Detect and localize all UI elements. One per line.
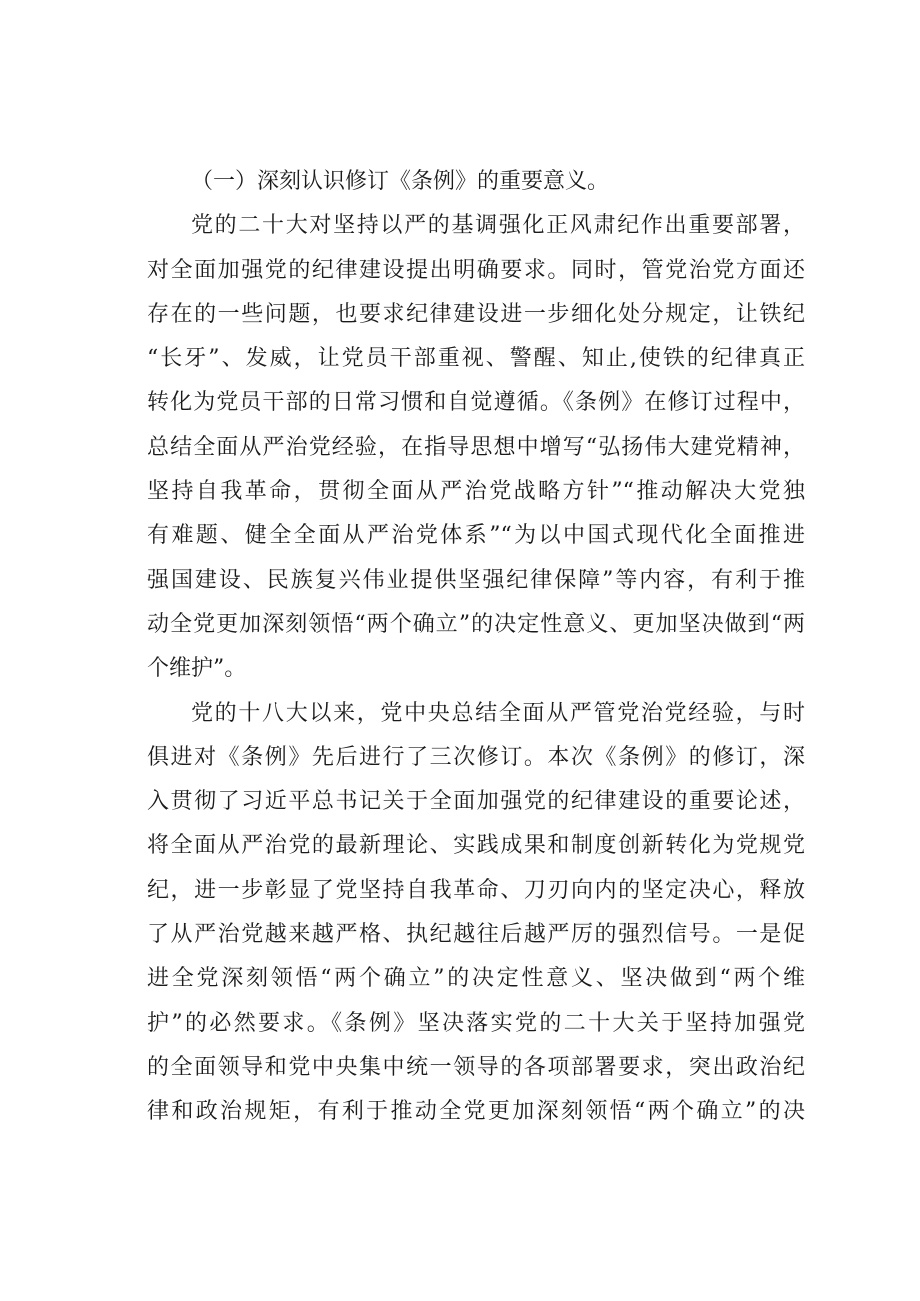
paragraph-line: 对全面加强党的纪律建设提出明确要求。同时，管党治党方面还 (147, 257, 805, 283)
paragraph-line: 有难题、健全全面从严治党体系”“为以中国式现代化全面推进 (147, 523, 805, 549)
paragraph-line: 强国建设、民族复兴伟业提供坚强纪律保障”等内容，有利于推 (147, 567, 805, 593)
document-body (147, 160, 805, 1135)
paragraph-line: 总结全面从严治党经验，在指导思想中增写“弘扬伟大建党精神， (147, 434, 805, 460)
paragraph-line: 护”的必然要求。《条例》坚决落实党的二十大关于坚持加强党 (147, 1010, 805, 1036)
paragraph-line: 存在的一些问题，也要求纪律建设进一步细化处分规定，让铁纪 (147, 301, 805, 327)
paragraph-line: 党的二十大对坚持以严的基调强化正风肃纪作出重要部署， (191, 213, 805, 239)
paragraph-line: 党的十八大以来，党中央总结全面从严管党治党经验，与时 (191, 700, 805, 726)
paragraph-line: 进全党深刻领悟“两个确立”的决定性意义、坚决做到“两个维 (147, 966, 805, 992)
paragraph-line: 的全面领导和党中央集中统一领导的各项部署要求，突出政治纪 (147, 1054, 805, 1080)
paragraph-line: 纪，进一步彰显了党坚持自我革命、刀刃向内的坚定决心，释放 (147, 877, 805, 903)
paragraph-line: 转化为党员干部的日常习惯和自觉遵循。《条例》在修订过程中， (147, 390, 805, 416)
paragraph-line: 个维护”。 (147, 656, 247, 682)
section-heading: （一）深刻认识修订《条例》的重要意义。 (191, 169, 610, 194)
paragraph-line: 入贯彻了习近平总书记关于全面加强党的纪律建设的重要论述， (147, 789, 805, 815)
paragraph-line: 坚持自我革命，贯彻全面从严治党战略方针”“推动解决大党独 (147, 479, 805, 505)
paragraph-line: 俱进对《条例》先后进行了三次修订。本次《条例》的修订，深 (147, 744, 805, 770)
paragraph-line: 律和政治规矩，有利于推动全党更加深刻领悟“两个确立”的决 (147, 1099, 805, 1125)
paragraph-line: 动全党更加深刻领悟“两个确立”的决定性意义、更加坚决做到“两 (147, 611, 805, 637)
paragraph-1 (147, 204, 805, 691)
paragraph-2 (147, 692, 805, 1135)
paragraph-line: 了从严治党越来越严格、执纪越往后越严厉的强烈信号。一是促 (147, 922, 805, 948)
paragraph-line: 将全面从严治党的最新理论、实践成果和制度创新转化为党规党 (147, 833, 805, 859)
paragraph-line: “长牙”、发威，让党员干部重视、警醒、知止,使铁的纪律真正 (147, 346, 805, 372)
